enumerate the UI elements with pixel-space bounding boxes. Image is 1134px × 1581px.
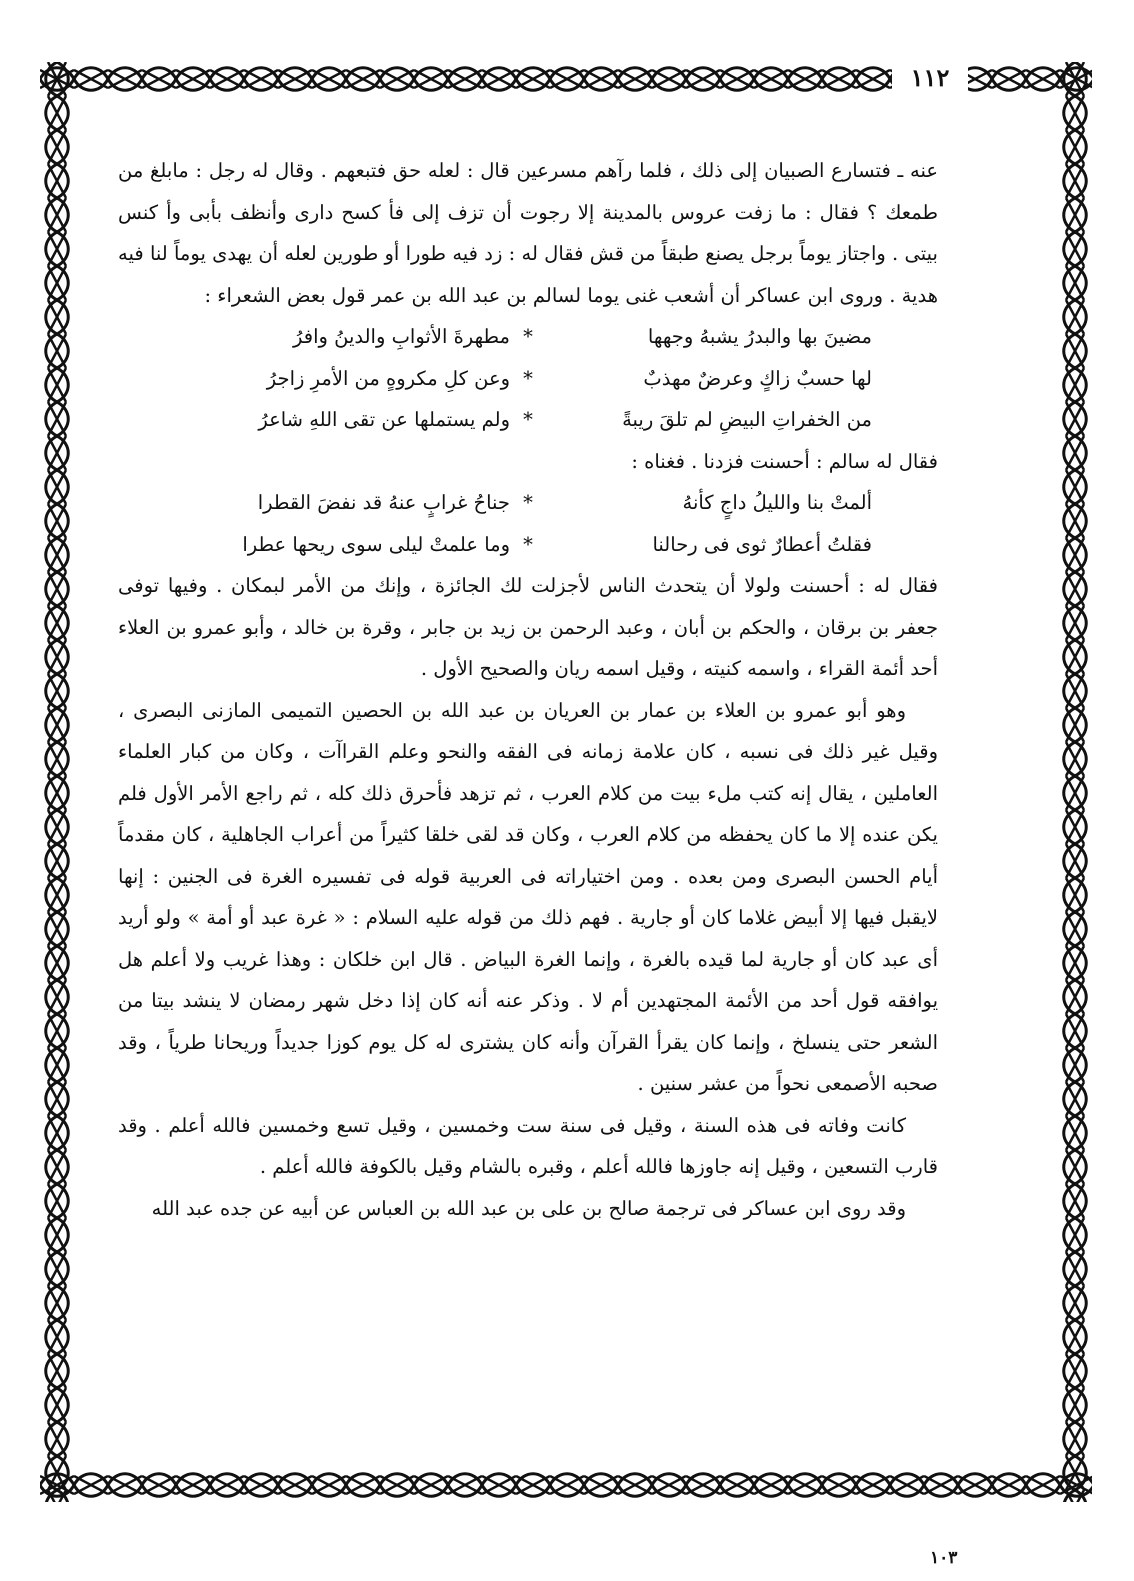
paragraph: فقال له : أحسنت ولولا أن يتحدث الناس لأجزلت لك الجائزة ، وإنك من الأمر لبمكان . وفيها توفى جعفر بن برقان ، والحكم بن أبان ، وعبد الرحمن بن زيد بن جابر ، وقرة بن خالد ، وأبو عمرو بن العلاء أحد أئمة القراء ، واسمه كنيته ، وقيل اسمه ريان والصحيح الأول .: [118, 574, 938, 680]
paragraph: كانت وفاته فى هذه السنة ، وقيل فى سنة ست وخمسين ، وقيل تسع وخمسين فالله أعلم . وقد قارب التسعين ، وقيل إنه جاوزها فالله أعلم ، وقبره بالشام وقيل بالكوفة فالله أعلم .: [118, 1113, 938, 1178]
verse-second-hemistich: جناحُ غرابٍ عنهُ قد نفضَ القطرا: [257, 491, 510, 514]
verse-line: [118, 524, 938, 566]
verse-first-hemistich: فقلتُ أعطارٌ ثوى فى رحالنا: [652, 532, 872, 556]
footer-signature-mark: ١٠٣: [930, 1548, 958, 1568]
paragraph: وقد روى ابن عساكر فى ترجمة صالح بن على بن عبد الله بن العباس عن أبيه عن جده عبد الله: [151, 1196, 906, 1220]
verse-line: [118, 399, 938, 441]
ornamental-border-left: [40, 62, 74, 1502]
poem-block: [118, 482, 938, 565]
verse-separator-icon: *: [523, 532, 533, 556]
page-body: [118, 150, 938, 1229]
verse-second-hemistich: وعن كلِ مكروهٍ من الأمرِ زاجرُ: [266, 366, 510, 390]
paragraph: عنه ـ فتسارع الصبيان إلى ذلك ، فلما رآهم مسرعين قال : لعله حق فتبعهم . وقال له رجل : مابلغ من طمعك ؟ فقال : ما زفت عروس بالمدينة إلا رجوت أن تزف إلى فأ كسح دارى وأنظف بأبى وأ كنس بيتى . واجتاز يوماً برجل يصنع طبقاً من قش فقال له : زد فيه طورا أو طورين لعله أن يهدى يوماً لنا فيه هدية . وروى ابن عساكر أن أشعب غنى يوما لسالم بن عبد الله بن عمر قول بعض الشعراء :: [118, 159, 938, 307]
page-number: ١١٢: [892, 62, 968, 96]
verse-separator-icon: *: [523, 408, 533, 431]
verse-first-hemistich: ألمتْ بنا والليلُ داجٍ كأنهُ: [682, 491, 872, 514]
verse-line: [118, 358, 938, 400]
verse-first-hemistich: من الخفراتِ البيضِ لم تلقَ ريبةً: [622, 408, 872, 431]
paragraph: فقال له سالم : أحسنت فزدنا . فغناه :: [631, 449, 938, 473]
ornamental-border-bottom: [40, 1468, 1092, 1502]
ornamental-border-right: [1058, 62, 1092, 1502]
verse-line: [118, 316, 938, 358]
verse-second-hemistich: مطهرةَ الأثوابِ والدينُ وافرُ: [292, 325, 510, 348]
verse-separator-icon: *: [523, 366, 533, 390]
poem-block: [118, 316, 938, 441]
paragraph: وهو أبو عمرو بن العلاء بن عمار بن العريان بن عبد الله بن الحصين التميمى المازنى البصرى ، وقيل غير ذلك فى نسبه ، كان علامة زمانه فى الفقه والنحو وعلم القراآت ، وكان من كبار العلماء العاملين ، يقال إنه كتب ملء بيت من كلام العرب ، ثم تزهد فأحرق ذلك كله ، ثم راجع الأمر الأول فلم يكن عنده إلا ما كان يحفظه من كلام العرب ، وكان قد لقى خلقا كثيراً من أعراب الجاهلية ، كان مقدماً أيام الحسن البصرى ومن بعده . ومن اختياراته فى العربية قوله فى تفسيره الغرة فى الجنين : إنها لايقبل فيها إلا أبيض غلاما كان أو جارية . فهم ذلك من قوله عليه السلام : « غرة عبد أو أمة » ولو أريد أى عبد كان أو جارية لما قيده بالغرة ، وإنما الغرة البياض . قال ابن خلكان : وهذا غريب ولا أعلم هل يوافقه قول أحد من الأئمة المجتهدين أم لا . وذكر عنه أنه كان إذا دخل شهر رمضان لا ينشد بيتا من الشعر حتى ينسلخ ، وإنما كان يقرأ القرآن وأنه كان يشترى له كل يوم كوزا جديداً وريحانا طرياً ، وقد صحبه الأصمعى نحواً من عشر سنين .: [118, 698, 938, 1095]
verse-separator-icon: *: [523, 325, 533, 348]
verse-first-hemistich: لها حسبٌ زاكٍ وعرضٌ مهذبٌ: [643, 366, 872, 390]
verse-separator-icon: *: [523, 491, 533, 514]
verse-second-hemistich: ولم يستملها عن تقى اللهِ شاعرُ: [258, 408, 510, 431]
verse-first-hemistich: مضينَ بها والبدرُ يشبهُ وجهها: [647, 325, 872, 348]
verse-line: [118, 482, 938, 524]
verse-second-hemistich: وما علمتْ ليلى سوى ريحها عطرا: [242, 532, 510, 556]
